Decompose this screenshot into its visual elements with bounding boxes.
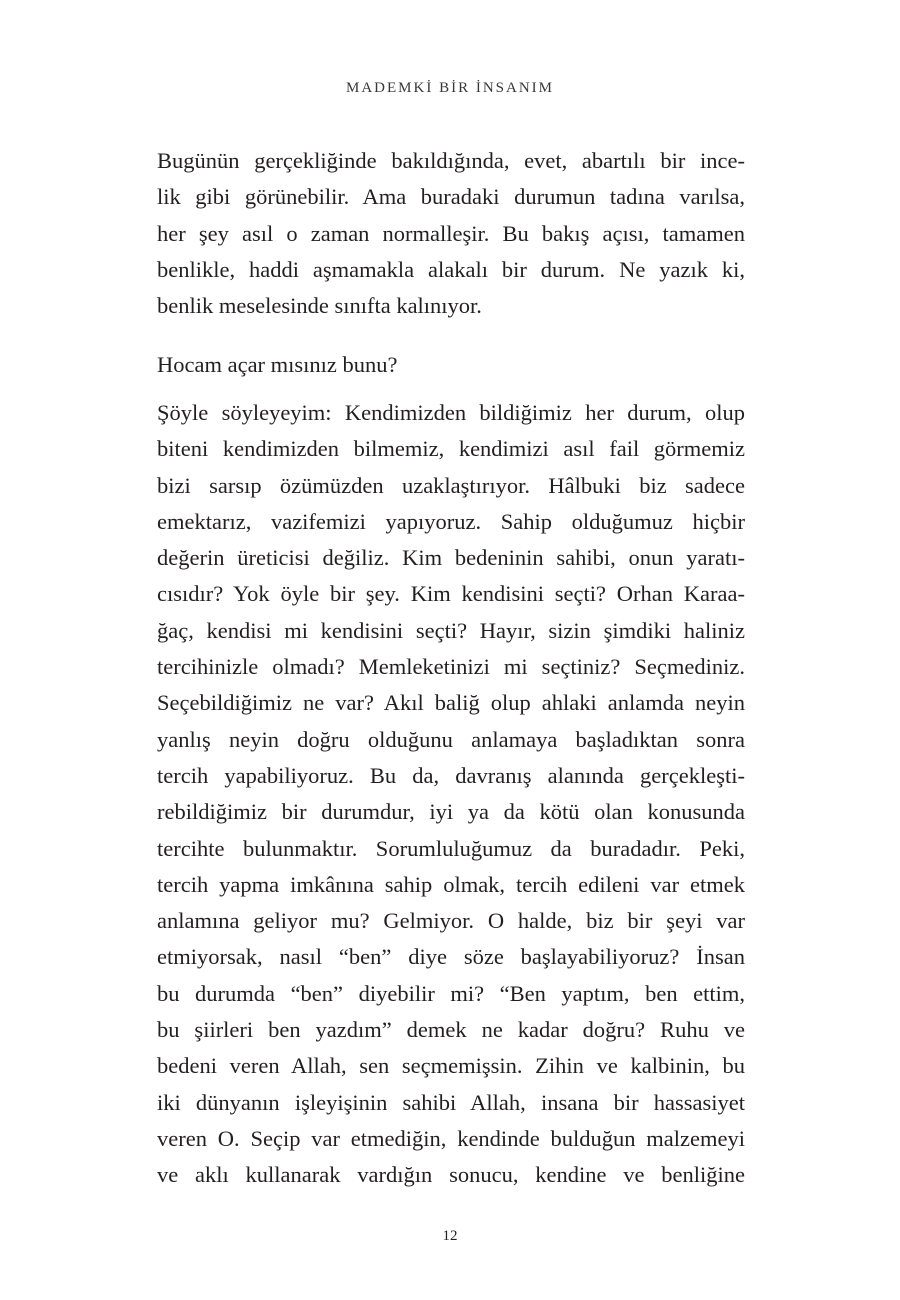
text-line: benlik meselesinde sınıfta kalınıyor. <box>157 293 482 319</box>
text-line: bizi sarsıp özümüzden uzaklaştırıyor. Hâlbuki biz sadece <box>157 472 745 498</box>
text-line: değerin üreticisi değiliz. Kim bedeninin sahibi, onun yaratı- <box>157 545 745 571</box>
text-line: tercihinizle olmadı? Memleketinizi mi seçtiniz? Seçmediniz. <box>157 654 745 680</box>
paragraph-2 <box>157 395 745 1194</box>
running-head: MADEMKİ BİR İNSANIM <box>345 80 554 96</box>
text-line: bu şiirleri ben yazdım” demek ne kadar doğru? Ruhu ve <box>157 1017 745 1043</box>
text-line: tercih yapabiliyoruz. Bu da, davranış alanında gerçekleşti- <box>157 762 745 788</box>
page-number: 12 <box>442 1228 458 1244</box>
text-line: lik gibi görünebilir. Ama buradaki durumun tadına varılsa, <box>157 184 745 210</box>
text-line: biteni kendimizden bilmemiz, kendimizi asıl fail görmemiz <box>157 436 745 462</box>
interview-question <box>157 347 745 383</box>
text-line: her şey asıl o zaman normalleşir. Bu bakış açısı, tamamen <box>157 220 745 246</box>
paragraph-1 <box>157 143 745 324</box>
text-line: Bugünün gerçekliğinde bakıldığında, evet, abartılı bir ince- <box>157 148 745 173</box>
text-line: etmiyorsak, nasıl “ben” diye söze başlayabiliyoruz? İnsan <box>157 944 745 970</box>
text-line: yanlış neyin doğru olduğunu anlamaya başladıktan sonra <box>157 726 745 752</box>
text-line: Seçebildiğimiz ne var? Akıl baliğ olup ahlaki anlamda neyin <box>157 690 745 716</box>
text-line: iki dünyanın işleyişinin sahibi Allah, insana bir hassasiyet <box>157 1089 745 1115</box>
text-line: rebildiğimiz bir durumdur, iyi ya da kötü olan konusunda <box>157 799 745 825</box>
text-line: ve aklı kullanarak vardığın sonucu, kendine ve benliğine <box>157 1162 745 1188</box>
text-line: tercih yapma imkânına sahip olmak, tercih edileni var etmek <box>157 871 745 897</box>
text-line: bedeni veren Allah, sen seçmemişsin. Zihin ve kalbinin, bu <box>157 1053 745 1079</box>
text-line: Şöyle söyleyeyim: Kendimizden bildiğimiz her durum, olup <box>157 400 745 425</box>
text-line: bu durumda “ben” diyebilir mi? “Ben yaptım, ben ettim, <box>157 980 745 1006</box>
text-line: tercihte bulunmaktır. Sorumluluğumuz da buradadır. Peki, <box>157 835 745 861</box>
text-line: ğaç, kendisi mi kendisini seçti? Hayır, sizin şimdiki haliniz <box>157 617 745 643</box>
text-line: veren O. Seçip var etmediğin, kendinde bulduğun malzemeyi <box>157 1125 745 1151</box>
text-line: anlamına geliyor mu? Gelmiyor. O halde, biz bir şeyi var <box>157 908 745 934</box>
text-line: cısıdır? Yok öyle bir şey. Kim kendisini seçti? Orhan Karaa- <box>157 581 745 607</box>
question-text: Hocam açar mısınız bunu? <box>157 352 398 377</box>
text-line: emektarız, vazifemizi yapıyoruz. Sahip olduğumuz hiçbir <box>157 508 745 534</box>
text-line: benlikle, haddi aşmamakla alakalı bir durum. Ne yazık ki, <box>157 256 745 282</box>
